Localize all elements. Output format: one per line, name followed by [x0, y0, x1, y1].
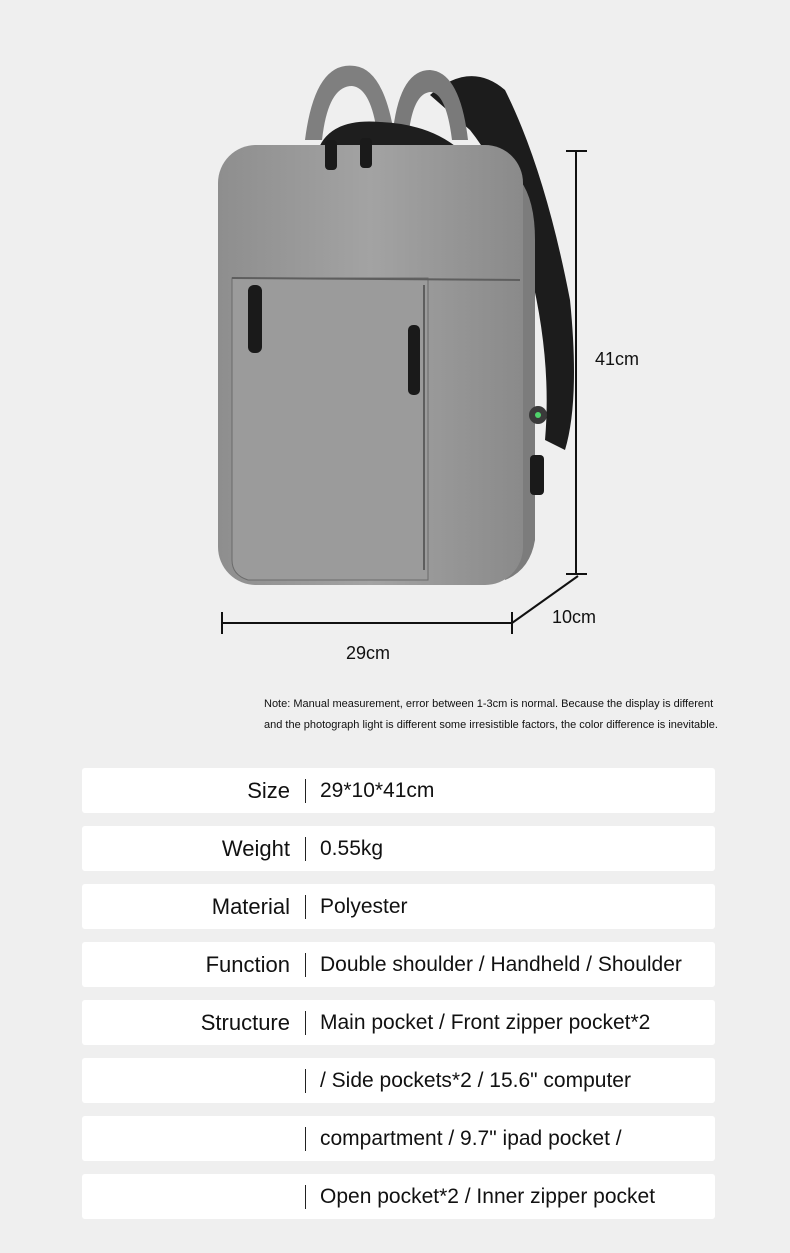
spec-divider	[305, 1127, 306, 1151]
spec-value: Double shoulder / Handheld / Shoulder	[320, 953, 682, 976]
spec-row-structure-cont-2	[82, 1116, 715, 1161]
note-line-2: and the photograph light is different some irresistible factors, the color difference is inevitable.	[264, 719, 718, 731]
spec-value: Main pocket / Front zipper pocket*2	[320, 1011, 651, 1034]
spec-label: Material	[211, 894, 290, 919]
spec-row-weight	[82, 826, 715, 871]
spec-row-structure-cont-1	[82, 1058, 715, 1103]
note-line-1: Note: Manual measurement, error between 1-3cm is normal. Because the display is different	[264, 698, 714, 710]
measurement-note	[264, 694, 784, 736]
spec-row-function	[82, 942, 715, 987]
spec-divider	[305, 837, 306, 861]
spec-value: Polyester	[320, 895, 408, 918]
spec-row-structure-cont-3	[82, 1174, 715, 1219]
spec-row-size	[82, 768, 715, 813]
spec-label: Structure	[200, 1010, 290, 1035]
spec-value: 0.55kg	[320, 837, 384, 860]
spec-divider	[305, 953, 306, 977]
spec-value: 29*10*41cm	[320, 779, 435, 802]
spec-divider	[305, 895, 306, 919]
width-dimension-label: 29cm	[346, 643, 391, 663]
spec-divider	[305, 779, 306, 803]
spec-divider	[305, 1185, 306, 1209]
height-dimension-label: 41cm	[595, 349, 640, 369]
spec-row-structure	[82, 1000, 715, 1045]
spec-row-material	[82, 884, 715, 929]
spec-label: Weight	[221, 836, 290, 861]
depth-dimension-label: 10cm	[552, 607, 597, 627]
spec-value: / Side pockets*2 / 15.6" computer	[320, 1069, 631, 1092]
spec-divider	[305, 1069, 306, 1093]
spec-label: Function	[205, 952, 290, 977]
spec-divider	[305, 1011, 306, 1035]
spec-value: Open pocket*2 / Inner zipper pocket	[320, 1185, 656, 1208]
spec-label: Size	[247, 778, 290, 803]
spec-value: compartment / 9.7" ipad pocket /	[320, 1127, 622, 1150]
